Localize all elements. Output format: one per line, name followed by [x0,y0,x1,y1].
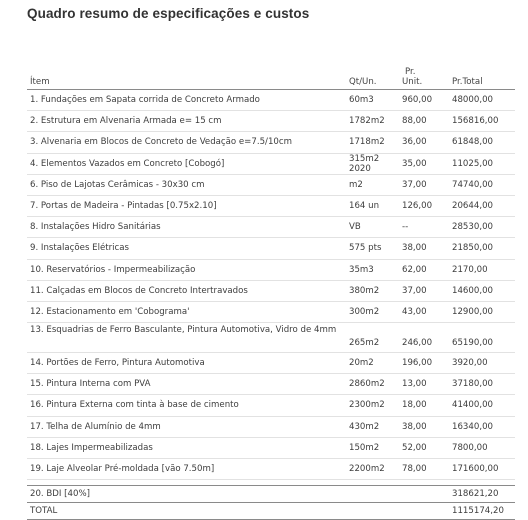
row-quantity: 2860m2 [349,379,385,390]
row-quantity: 380m2 [349,285,380,296]
row-unit-price: 52,00 [402,442,427,453]
table-row [27,323,515,353]
table-row [27,281,515,302]
row-item: 13. Esquadrias de Ferro Basculante, Pintura Automotiva, Vidro de 4mm [30,325,337,336]
grand-total-value: 1115174,20 [452,506,504,517]
table-row [27,353,515,374]
row-item: 9. Instalações Elétricas [30,243,130,254]
table-row [27,238,515,259]
table-row [27,260,515,281]
row-item: 15. Pintura Interna com PVA [30,379,151,390]
row-total-price: 74740,00 [452,179,494,190]
row-total-price: 2170,00 [452,264,488,275]
row-item: 18. Lajes Impermeabilizadas [30,442,153,453]
table-row [27,459,515,480]
row-unit-price: 960,00 [402,95,433,105]
row-total-price: 3920,00 [452,358,488,369]
table-row [27,302,515,323]
row-quantity: 2200m2 [349,464,385,474]
row-item: 12. Estacionamento em 'Cobograma' [30,306,190,317]
row-item: 19. Laje Alveolar Pré-moldada [vão 7.50m] [30,464,215,474]
bdi-row [27,485,515,503]
row-quantity: 20m2 [349,358,374,369]
row-unit-price: 35,00 [402,158,427,169]
row-item: 17. Telha de Alumínio de 4mm [30,421,161,432]
row-quantity: 300m2 [349,306,380,317]
row-total-price: 28530,00 [452,222,494,233]
row-total-price: 21850,00 [452,243,494,254]
row-quantity: 2300m2 [349,400,385,411]
row-unit-price: 78,00 [402,464,427,474]
table-body [27,90,515,480]
row-quantity: 164 un [349,200,380,211]
row-total-price: 41400,00 [452,400,494,411]
row-unit-price: 43,00 [402,306,427,317]
header-unit-price-line1: Pr. [405,67,416,77]
row-quantity: 265m2 [349,338,380,349]
row-total-price: 61848,00 [452,137,494,148]
table-row [27,217,515,238]
row-total-price: 65190,00 [452,338,494,349]
row-item: 2. Estrutura em Alvenaria Armada e= 15 cm [30,116,222,127]
row-quantity: 150m2 [349,442,380,453]
table-row [27,90,515,111]
row-item: 1. Fundações em Sapata corrida de Concreto Armado [30,95,260,105]
row-item: 16. Pintura Externa com tinta à base de cimento [30,400,239,411]
table-row [27,132,515,153]
row-unit-price: 196,00 [402,358,433,369]
table-header [27,60,515,90]
row-quantity: VB [349,222,361,233]
table-row [27,175,515,196]
table-row [27,111,515,132]
header-total-price: Pr.Total [452,77,483,87]
row-total-price: 11025,00 [452,158,494,169]
row-item: 8. Instalações Hidro Sanitárias [30,222,161,233]
row-item: 4. Elementos Vazados em Concreto [Cobogó] [30,158,225,169]
row-quantity: 1782m2 [349,116,385,127]
row-unit-price: 126,00 [402,200,433,211]
row-quantity-extra: 2020 [349,163,371,174]
row-quantity: 60m3 [349,95,374,105]
row-unit-price: 38,00 [402,421,427,432]
page-title: Quadro resumo de especificações e custos [27,6,310,21]
table-row [27,196,515,217]
row-quantity: 575 pts [349,243,382,254]
row-item: 10. Reservatórios - Impermeabilização [30,264,196,275]
row-unit-price: 37,00 [402,179,427,190]
table-row [27,154,515,175]
row-unit-price: -- [402,222,409,233]
row-unit-price: 246,00 [402,338,433,349]
header-unit-price [402,67,422,87]
row-item: 14. Portões de Ferro, Pintura Automotiva [30,358,205,369]
header-item: Ítem [30,77,50,87]
table-row [27,438,515,459]
row-unit-price: 38,00 [402,243,427,254]
cost-summary-table [27,60,515,520]
row-total-price: 156816,00 [452,116,499,127]
row-item: 6. Piso de Lajotas Cerâmicas - 30x30 cm [30,179,205,190]
table-row [27,374,515,395]
row-quantity: 1718m2 [349,137,385,148]
row-unit-price: 36,00 [402,137,427,148]
row-item: 7. Portas de Madeira - Pintadas [0.75x2.10] [30,200,217,211]
row-item: 3. Alvenaria em Blocos de Concreto de Vedação e=7.5/10cm [30,137,292,148]
row-total-price: 7800,00 [452,442,488,453]
bdi-total: 318621,20 [452,489,499,500]
bdi-label: 20. BDI [40%] [30,489,90,500]
row-unit-price: 13,00 [402,379,427,390]
row-unit-price: 37,00 [402,285,427,296]
row-total-price: 16340,00 [452,421,494,432]
row-quantity-value: 315m2 [349,153,380,164]
row-unit-price: 18,00 [402,400,427,411]
row-total-price: 171600,00 [452,464,499,474]
row-unit-price: 62,00 [402,264,427,275]
header-unit-price-line2: Unit. [402,77,423,87]
row-quantity [349,154,379,174]
row-total-price: 37180,00 [452,379,494,390]
row-total-price: 14600,00 [452,285,494,296]
row-total-price: 48000,00 [452,95,494,105]
row-quantity: m2 [349,179,363,190]
row-total-price: 20644,00 [452,200,494,211]
row-quantity: 430m2 [349,421,380,432]
grand-total-label: TOTAL [30,506,58,517]
table-row [27,395,515,416]
header-quantity: Qt/Un. [349,77,377,87]
table-row [27,417,515,438]
row-quantity: 35m3 [349,264,374,275]
row-item: 11. Calçadas em Blocos de Concreto Intertravados [30,285,248,296]
row-total-price: 12900,00 [452,306,494,317]
row-unit-price: 88,00 [402,116,427,127]
